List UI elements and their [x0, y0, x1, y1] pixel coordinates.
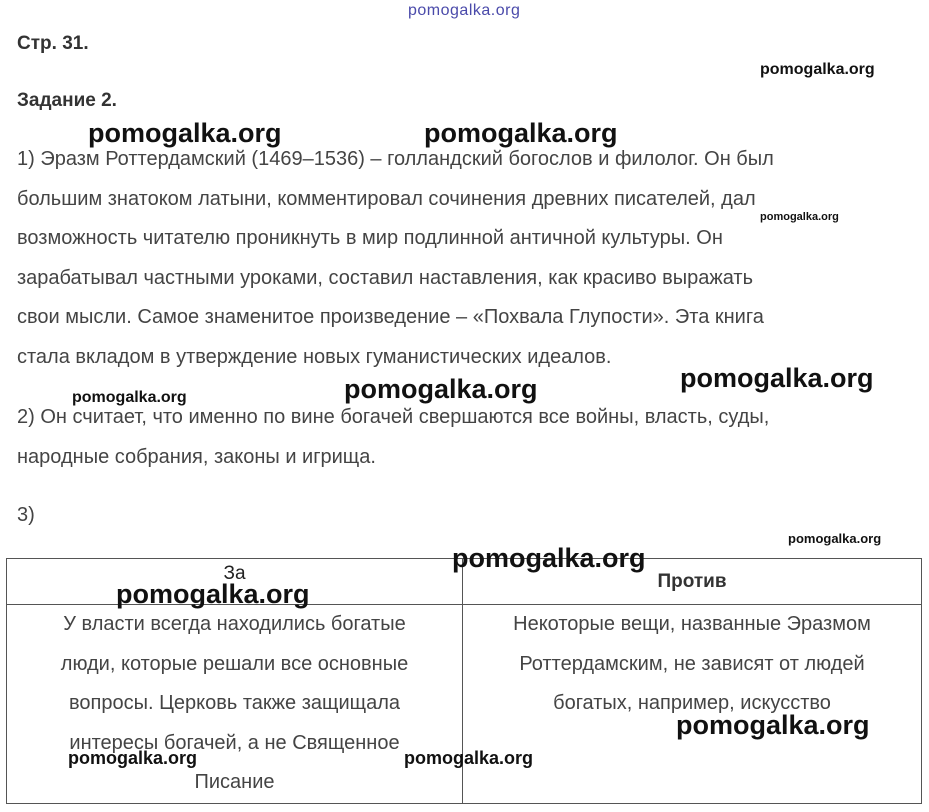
watermark-mid-center: pomogalka.org: [344, 374, 538, 404]
watermark-bottom-left: pomogalka.org: [68, 748, 198, 768]
page-label: Стр. 31.: [17, 33, 89, 54]
watermark-mid-left: pomogalka.org: [72, 389, 187, 406]
answer-1-line: возможность читателю проникнуть в мир подлинной античной культуры. Он: [17, 227, 723, 249]
cell-for-line: люди, которые решали все основные: [60, 652, 409, 675]
watermark-bottom-center: pomogalka.org: [404, 748, 534, 768]
watermark-mid-right: pomogalka.org: [680, 363, 874, 393]
cell-for-line: У власти всегда находились богатые: [63, 613, 406, 635]
cell-for-line: интересы богачей, а не Священное: [69, 731, 400, 754]
answer-1-line: зарабатывал частными уроками, составил наставления, как красиво выражать: [17, 266, 754, 289]
watermark-table-header: pomogalka.org: [452, 543, 646, 573]
answer-3-label: 3): [17, 504, 35, 526]
watermark-table-right: pomogalka.org: [676, 710, 870, 740]
cell-for-line: Писание: [194, 771, 275, 793]
watermark-table-left: pomogalka.org: [116, 579, 310, 609]
cell-for-line: вопросы. Церковь также защищала: [69, 692, 400, 714]
watermark-top: pomogalka.org: [408, 2, 521, 19]
answer-1-line: большим знатоком латыни, комментировал сочинения древних писателей, дал: [17, 187, 756, 210]
cell-for: [7, 605, 463, 804]
answer-2: [17, 398, 769, 477]
cell-against-line: Роттердамским, не зависят от людей: [519, 652, 865, 675]
watermark-right-2: pomogalka.org: [788, 531, 882, 546]
answer-2-line: народные собрания, законы и игрища.: [17, 445, 376, 468]
answer-1-line: 1) Эразм Роттердамский (1469–1536) – голландский богослов и филолог. Он был: [17, 148, 774, 170]
answer-1-line: стала вкладом в утверждение новых гуманистических идеалов.: [17, 345, 612, 368]
task-label: Задание 2.: [17, 90, 117, 111]
answer-2-line: 2) Он считает, что именно по вине богачей свершаются все войны, власть, суды,: [17, 406, 770, 428]
watermark-right-1: pomogalka.org: [760, 61, 875, 78]
watermark-big-2: pomogalka.org: [424, 118, 618, 148]
table-row: [7, 605, 922, 804]
cell-against-line: богатых, например, искусство: [553, 692, 831, 714]
watermark-tiny-1: pomogalka.org: [760, 211, 839, 223]
answer-1: [17, 140, 774, 377]
cell-against: [463, 605, 922, 804]
watermark-big-1: pomogalka.org: [88, 118, 282, 148]
cell-against-line: Некоторые вещи, названные Эразмом: [513, 613, 871, 635]
answer-1-line: свои мысли. Самое знаменитое произведение – «Похвала Глупости». Эта книга: [17, 306, 764, 328]
header-against: Против: [463, 559, 922, 605]
header-for: За: [7, 559, 463, 605]
